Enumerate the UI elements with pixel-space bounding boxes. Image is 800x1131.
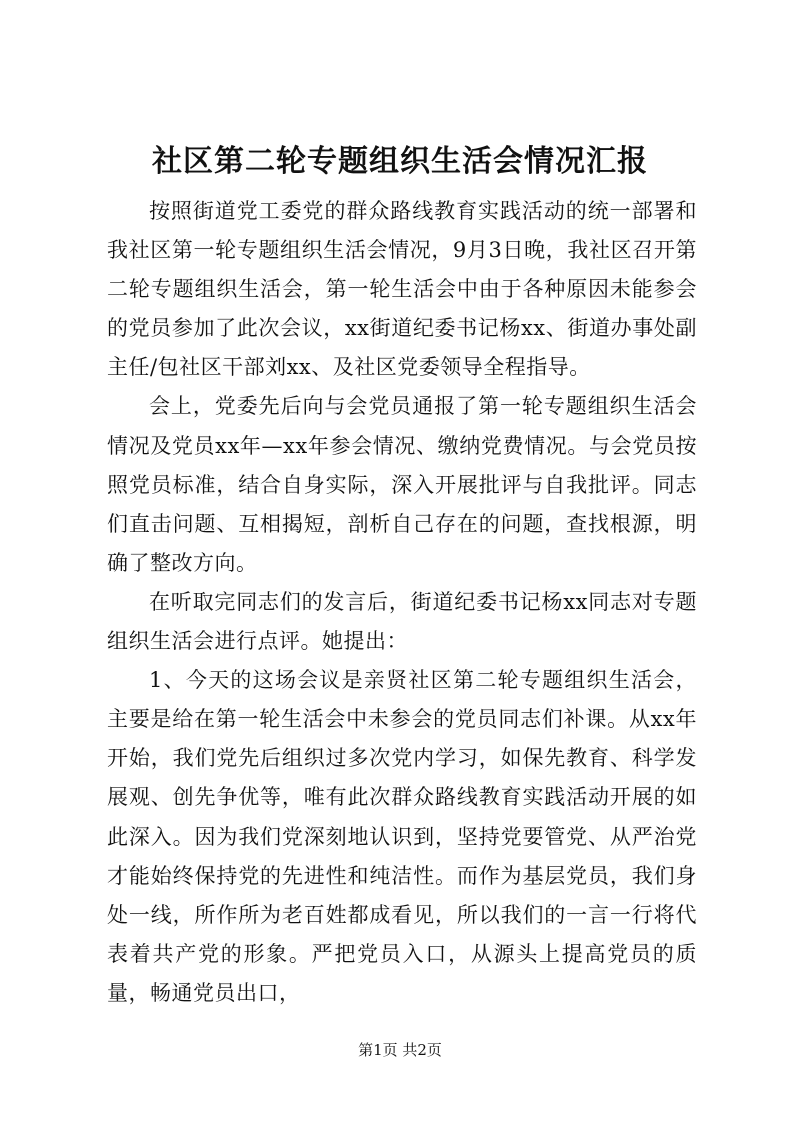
paragraph-4: 1、今天的这场会议是亲贤社区第二轮专题组织生活会，主要是给在第一轮生活会中未参会的党员同志们补课。从xx年开始，我们党先后组织过多次党内学习，如保先教育、科学发展观、创先争优等，唯有此次群众路线教育实践活动开展的如此深入。因为我们党深刻地认识到，坚持党要管党、从严治党才能始终保持党的先进性和纯洁性。而作为基层党员，我们身处一线，所作所为老百姓都成看见，所以我们的一言一行将代表着共产党的形象。严把党员入口，从源头上提高党员的质量，畅通党员出口， bbox=[107, 668, 697, 1005]
paragraph-1: 按照街道党工委党的群众路线教育实践活动的统一部署和我社区第一轮专题组织生活会情况，9月3日晚，我社区召开第二轮专题组织生活会，第一轮生活会中由于各种原因未能参会的党员参加了此次会议，xx街道纪委书记杨xx、街道办事处副主任/包社区干部刘xx、及社区党委领导全程指导。 bbox=[107, 199, 697, 380]
document-body bbox=[107, 192, 697, 1013]
document-title: 社区第二轮专题组织生活会情况汇报 bbox=[152, 144, 648, 179]
paragraph-2: 会上，党委先后向与会党员通报了第一轮专题组织生活会情况及党员xx年—xx年参会情况、缴纳党费情况。与会党员按照党员标准，结合自身实际，深入开展批评与自我批评。同志们直击问题、互相揭短，剖析自己存在的问题，查找根源，明确了整改方向。 bbox=[107, 394, 697, 575]
paragraph-3: 在听取完同志们的发言后，街道纪委书记杨xx同志对专题组织生活会进行点评。她提出： bbox=[107, 589, 697, 654]
page-number-footer: 第1页 共2页 bbox=[358, 1041, 442, 1059]
